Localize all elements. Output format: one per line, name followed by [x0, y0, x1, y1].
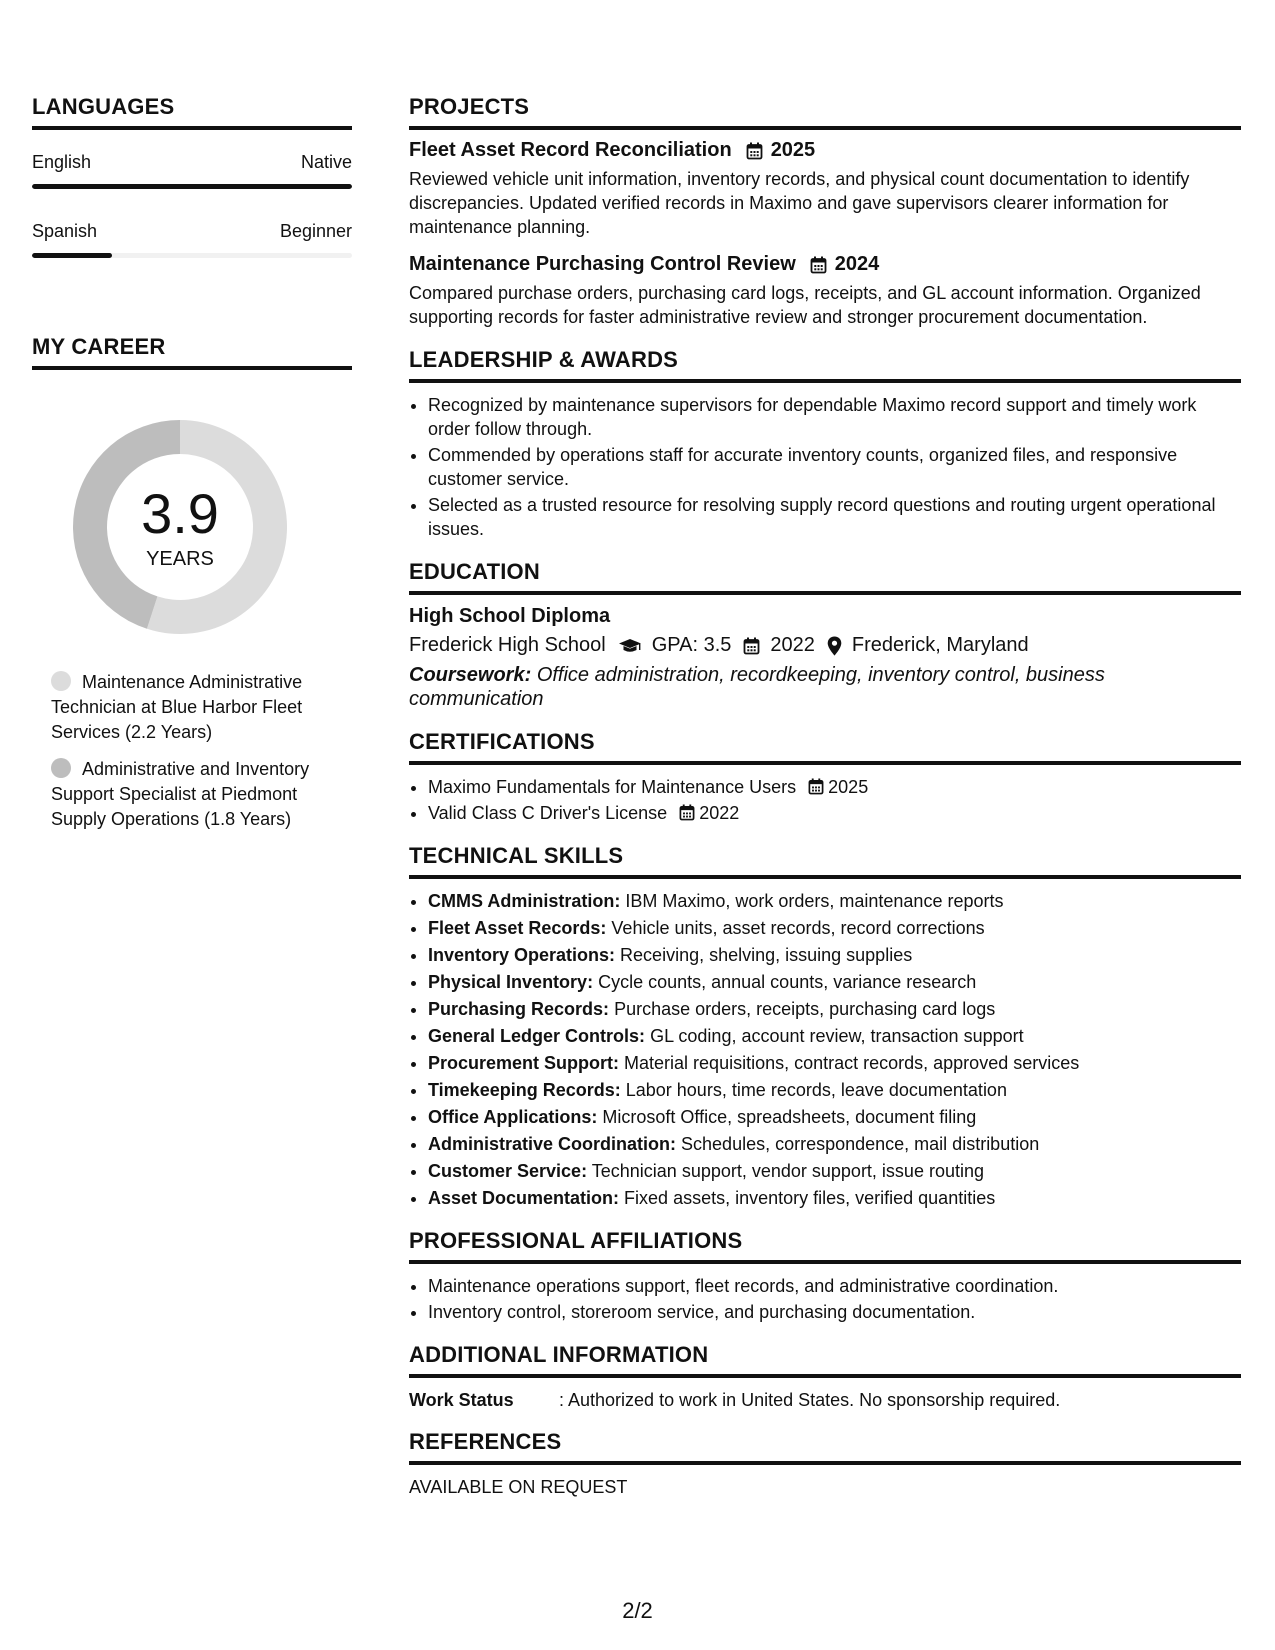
project-description: Reviewed vehicle unit information, inventory records, and physical count documentation to identify discrepancies. Updated verified records in Maximo and gave supervisors clearer information for maintenance planning. — [409, 169, 1190, 237]
additional-info-heading: ADDITIONAL INFORMATION — [409, 1342, 1241, 1378]
certifications-section — [409, 729, 1241, 825]
project-name: Maintenance Purchasing Control Review — [409, 253, 796, 275]
skill-value: Microsoft Office, spreadsheets, document filing — [602, 1107, 977, 1127]
language-proficiency-fill — [32, 184, 352, 189]
projects-section — [409, 94, 1241, 329]
education-location: Frederick, Maryland — [851, 634, 1029, 656]
skill-item — [428, 916, 1241, 940]
skill-value: Material requisitions, contract records, approved services — [624, 1053, 1080, 1073]
references-heading: REFERENCES — [409, 1429, 1241, 1465]
language-proficiency-bar — [32, 253, 352, 258]
skill-value: Vehicle units, asset records, record corrections — [611, 918, 985, 938]
language-name: Spanish — [32, 221, 98, 241]
skills-list — [409, 889, 1241, 1210]
skill-value: GL coding, account review, transaction support — [650, 1026, 1024, 1046]
leadership-section — [409, 347, 1241, 541]
list-item: • Maintenance operations support, fleet records, and administrative coordination. — [428, 1274, 1241, 1298]
skill-label: Physical Inventory: — [428, 972, 594, 992]
skill-value: Fixed assets, inventory files, verified quantities — [624, 1188, 996, 1208]
career-legend-label: Maintenance Administrative Technician at Blue Harbor Fleet Services (2.2 Years) — [51, 672, 303, 742]
affiliations-list — [409, 1274, 1241, 1324]
skill-item — [428, 1132, 1241, 1156]
certification-name: Valid Class C Driver's License — [428, 803, 668, 823]
location-pin-icon — [827, 636, 842, 656]
skill-label: Customer Service: — [428, 1161, 588, 1181]
project-year: 2024 — [834, 253, 880, 275]
skill-value: Technician support, vendor support, issue routing — [591, 1161, 984, 1181]
affiliations-heading: PROFESSIONAL AFFILIATIONS — [409, 1228, 1241, 1264]
list-item: • Commended by operations staff for accurate inventory counts, organized files, and responsive customer service. — [428, 443, 1241, 491]
skill-label: Purchasing Records: — [428, 999, 610, 1019]
career-heading: MY CAREER — [32, 334, 352, 370]
skill-item — [428, 943, 1241, 967]
career-legend-label: Administrative and Inventory Support Specialist at Piedmont Supply Operations (1.8 Years) — [51, 759, 310, 829]
skill-label: General Ledger Controls: — [428, 1026, 646, 1046]
skill-label: Inventory Operations: — [428, 945, 616, 965]
skill-label: Procurement Support: — [428, 1053, 620, 1073]
references-text: AVAILABLE ON REQUEST — [409, 1477, 628, 1497]
legend-dot-icon — [51, 758, 71, 778]
education-gpa: GPA: 3.5 — [651, 634, 732, 656]
list-item: • Recognized by maintenance supervisors for dependable Maximo record support and timely work order follow through. — [428, 393, 1241, 441]
additional-info-row — [409, 1390, 1241, 1411]
education-coursework — [409, 663, 1241, 711]
calendar-icon — [810, 256, 827, 274]
education-section — [409, 559, 1241, 711]
skill-label: Administrative Coordination: — [428, 1134, 677, 1154]
skill-label: CMMS Administration: — [428, 891, 621, 911]
list-item: • Selected as a trusted resource for resolving supply record questions and routing urgent operational issues. — [428, 493, 1241, 541]
career-legend-item — [51, 757, 341, 832]
language-name: English — [32, 152, 92, 172]
calendar-icon — [808, 778, 824, 795]
skill-item — [428, 1159, 1241, 1183]
coursework-text: Office administration, recordkeeping, inventory control, business communication — [409, 664, 1105, 710]
certification-name: Maximo Fundamentals for Maintenance Users — [428, 777, 797, 797]
skill-value: Labor hours, time records, leave documentation — [625, 1080, 1007, 1100]
education-details — [409, 634, 1241, 657]
skill-label: Asset Documentation: — [428, 1188, 620, 1208]
skills-section — [409, 843, 1241, 1210]
certification-item — [428, 801, 1241, 825]
certification-item — [428, 775, 1241, 799]
career-total-unit: YEARS — [146, 547, 214, 570]
language-proficiency-fill — [32, 253, 112, 258]
skill-item — [428, 1186, 1241, 1210]
education-year: 2022 — [770, 634, 815, 656]
education-school: Frederick High School — [409, 634, 606, 656]
additional-info-section — [409, 1342, 1241, 1411]
project-description: Compared purchase orders, purchasing card logs, receipts, and GL account information. Organized supporting records for faster administrative review and stronger procurement documentation. — [409, 283, 1201, 327]
skill-value: Receiving, shelving, issuing supplies — [620, 945, 913, 965]
calendar-icon — [746, 142, 763, 160]
skill-item — [428, 1024, 1241, 1048]
skill-item — [428, 970, 1241, 994]
certifications-heading: CERTIFICATIONS — [409, 729, 1241, 765]
projects-heading: PROJECTS — [409, 94, 1241, 130]
project-item — [409, 253, 1241, 329]
language-item — [32, 221, 352, 258]
skills-heading: TECHNICAL SKILLS — [409, 843, 1241, 879]
calendar-icon — [679, 804, 695, 821]
education-heading: EDUCATION — [409, 559, 1241, 595]
language-proficiency-bar — [32, 184, 352, 189]
career-donut-chart — [65, 412, 295, 642]
leadership-heading: LEADERSHIP & AWARDS — [409, 347, 1241, 383]
affiliations-section — [409, 1228, 1241, 1324]
left-column — [32, 94, 352, 844]
leadership-list — [409, 393, 1241, 541]
skill-item — [428, 997, 1241, 1021]
skill-item — [428, 889, 1241, 913]
skill-value: Cycle counts, annual counts, variance research — [598, 972, 977, 992]
project-item — [409, 139, 1241, 239]
language-level: Beginner — [279, 221, 352, 241]
list-item: • Inventory control, storeroom service, and purchasing documentation. — [428, 1300, 1241, 1324]
language-item — [32, 152, 352, 189]
project-name: Fleet Asset Record Reconciliation — [409, 139, 732, 161]
skill-item — [428, 1078, 1241, 1102]
skill-item — [428, 1051, 1241, 1075]
project-year: 2025 — [770, 139, 816, 161]
languages-heading: LANGUAGES — [32, 94, 352, 130]
calendar-icon — [743, 637, 760, 655]
references-section — [409, 1429, 1241, 1498]
additional-info-key: Work Status — [409, 1390, 514, 1410]
skill-value: IBM Maximo, work orders, maintenance reports — [625, 891, 1004, 911]
skill-label: Fleet Asset Records: — [428, 918, 607, 938]
language-level: Native — [300, 152, 352, 172]
skill-value: Schedules, correspondence, mail distribution — [681, 1134, 1040, 1154]
page-number: 2/2 — [622, 1598, 653, 1623]
legend-dot-icon — [51, 671, 71, 691]
certification-year: 2022 — [699, 803, 740, 823]
skill-value: Purchase orders, receipts, purchasing card logs — [614, 999, 996, 1019]
career-legend — [51, 670, 341, 832]
skill-label: Office Applications: — [428, 1107, 598, 1127]
education-degree: High School Diploma — [409, 605, 611, 627]
additional-info-value: : Authorized to work in United States. No sponsorship required. — [559, 1390, 1061, 1410]
skill-item — [428, 1105, 1241, 1129]
graduation-cap-icon — [618, 638, 642, 654]
career-legend-item — [51, 670, 341, 745]
coursework-label: Coursework: — [409, 664, 532, 686]
certification-year: 2025 — [828, 777, 869, 797]
career-total-value: 3.9 — [141, 481, 219, 545]
skill-label: Timekeeping Records: — [428, 1080, 621, 1100]
certifications-list — [409, 775, 1241, 825]
right-column — [409, 94, 1241, 1516]
